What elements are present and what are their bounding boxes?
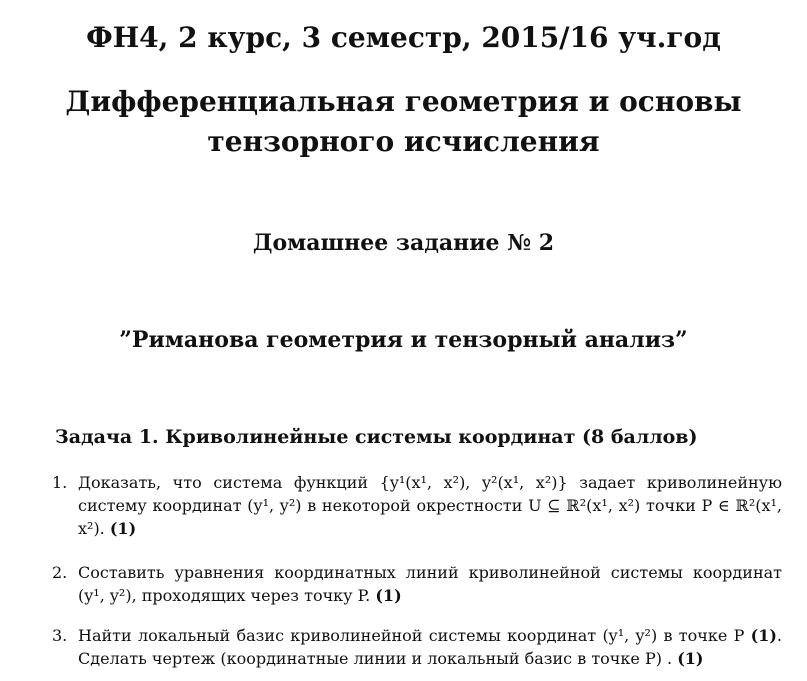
item-text-block xyxy=(78,471,782,540)
item-points: (1) xyxy=(677,649,704,668)
item-text: Составить уравнения координатных линий криволинейной системы координат (y¹, y²), проходящих через точку P. xyxy=(78,563,782,605)
item-points: (1) xyxy=(109,519,137,538)
item-text: Найти локальный базис криволинейной системы координат (y¹, y²) в точке P xyxy=(78,626,745,645)
item-number: 1. xyxy=(52,473,68,492)
homework-number: Домашнее задание № 2 xyxy=(252,230,555,256)
subject-title: Дифференциальная геометрия и основы тензорного исчисления xyxy=(65,85,742,158)
item-text: Доказать, что система функций {y¹(x¹, x²), y²(x¹, x²)} задает криволинейную систему координат (y¹, y²) в некоторой окрестности U ⊆ ℝ²(x¹, x²) точки P ∈ ℝ²(x¹, x²). xyxy=(78,473,782,538)
problem-heading: Задача 1. Криволинейные системы координат (8 баллов) xyxy=(55,426,698,448)
item-points: (1) xyxy=(375,586,402,605)
item-text-block xyxy=(78,561,782,607)
item-number: 3. xyxy=(52,626,68,645)
item-points: (1) xyxy=(750,626,777,645)
homework-topic: ”Риманова геометрия и тензорный анализ” xyxy=(119,327,688,353)
item-number: 2. xyxy=(52,563,68,582)
item-text: . Сделать чертеж (координатные линии и локальный базис в точке P) . xyxy=(78,626,782,668)
course-header: ФН4, 2 курс, 3 семестр, 2015/16 уч.год xyxy=(86,21,721,54)
item-text-block xyxy=(78,624,782,670)
